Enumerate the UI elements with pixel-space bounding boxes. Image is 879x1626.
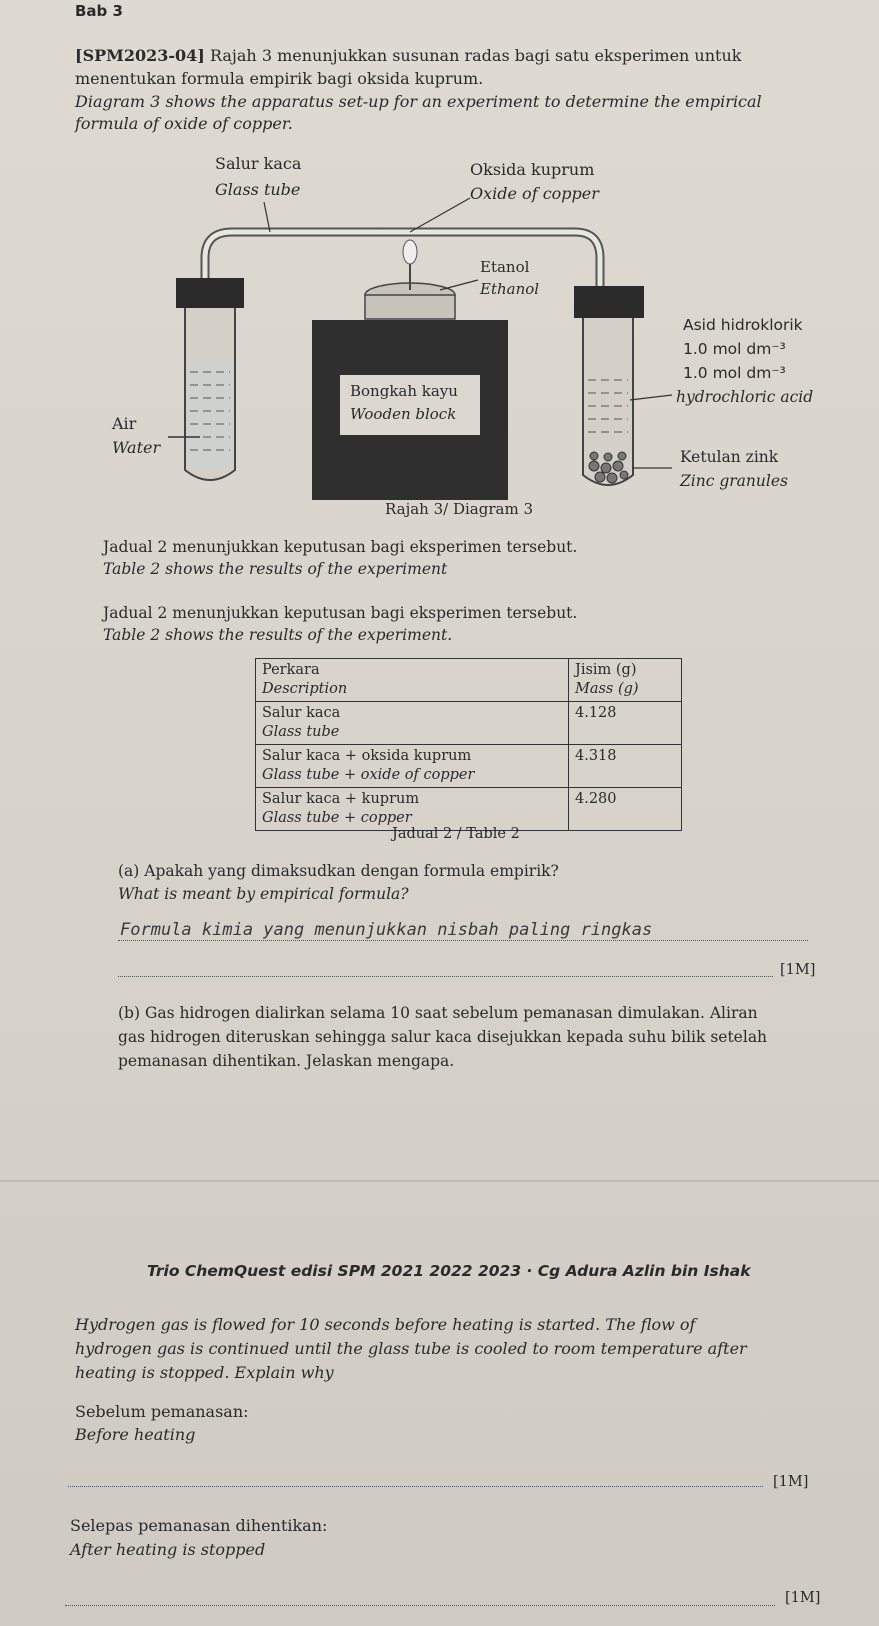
table-row bbox=[256, 702, 682, 745]
question-tag: [SPM2023-04] bbox=[75, 46, 205, 65]
table-caption: Jadual 2 / Table 2 bbox=[392, 826, 520, 842]
answer-line bbox=[118, 940, 808, 941]
answer-line bbox=[65, 1605, 775, 1606]
row-mass: 4.318 bbox=[569, 745, 682, 788]
label-glass-tube-ms: Salur kaca bbox=[215, 154, 302, 173]
part-a-answer: Formula kimia yang menunjukkan nisbah paling ringkas bbox=[120, 920, 653, 940]
row-mass: 4.128 bbox=[569, 702, 682, 745]
header-description-en: Description bbox=[262, 681, 348, 697]
row-description bbox=[256, 788, 569, 831]
label-water: Water bbox=[112, 438, 161, 457]
oxide-pointer bbox=[410, 198, 470, 232]
zinc-granules bbox=[589, 452, 628, 483]
part-b-ms-line1: (b) Gas hidrogen dialirkan selama 10 saat sebelum pemanasan dimulakan. Aliran bbox=[118, 1004, 758, 1022]
page-divider bbox=[0, 1180, 879, 1182]
part-a-question-en: What is meant by empirical formula? bbox=[118, 885, 409, 903]
table-intro-ms: Jadual 2 menunjukkan keputusan bagi eksperimen tersebut. bbox=[103, 538, 578, 556]
header-mass-en: Mass (g) bbox=[575, 681, 639, 697]
chapter-label: Bab 3 bbox=[75, 2, 123, 20]
spirit-lamp bbox=[365, 240, 455, 319]
after-heating-ms: Selepas pemanasan dihentikan: bbox=[70, 1516, 328, 1535]
part-b-en-line2: hydrogen gas is continued until the glass tube is cooled to room temperature after bbox=[75, 1339, 747, 1358]
intro-en-line1: Diagram 3 shows the apparatus set-up for an experiment to determine the empirical bbox=[75, 92, 762, 111]
label-acid-en: hydrochloric acid bbox=[676, 388, 814, 406]
part-b-en-line1: Hydrogen gas is flowed for 10 seconds before heating is started. The flow of bbox=[75, 1315, 696, 1334]
part-b-marks-1: [1M] bbox=[773, 1474, 809, 1490]
label-air: Air bbox=[112, 414, 137, 433]
before-heating-ms: Sebelum pemanasan: bbox=[75, 1402, 249, 1421]
left-clamp bbox=[176, 278, 244, 308]
after-heating-en: After heating is stopped bbox=[70, 1540, 266, 1559]
table-row bbox=[256, 745, 682, 788]
part-b-en-line3: heating is stopped. Explain why bbox=[75, 1363, 334, 1382]
before-heating-en: Before heating bbox=[75, 1425, 196, 1444]
table-intro2-ms: Jadual 2 menunjukkan keputusan bagi eksperimen tersebut. bbox=[103, 604, 578, 622]
table-intro2-en: Table 2 shows the results of the experiment. bbox=[103, 626, 453, 644]
footer-credit: Trio ChemQuest edisi SPM 2021 2022 2023 · Cg Adura Azlin bin Ishak bbox=[147, 1262, 751, 1280]
diagram-caption: Rajah 3/ Diagram 3 bbox=[385, 500, 533, 518]
label-acid-conc-2: 1.0 mol dm⁻³ bbox=[683, 364, 786, 382]
label-block-en: Wooden block bbox=[350, 405, 457, 423]
water-test-tube bbox=[176, 278, 244, 480]
row-mass: 4.280 bbox=[569, 788, 682, 831]
label-oxide-en: Oxide of copper bbox=[470, 184, 599, 203]
header-mass-ms: Jisim (g) bbox=[575, 662, 637, 678]
label-oxide-ms: Oksida kuprum bbox=[470, 160, 595, 179]
answer-line bbox=[68, 1486, 763, 1487]
part-a-question-ms: (a) Apakah yang dimaksudkan dengan formula empirik? bbox=[118, 862, 559, 880]
label-glass-tube-en: Glass tube bbox=[215, 180, 301, 199]
intro-ms-line2: menentukan formula empirik bagi oksida kuprum. bbox=[75, 69, 484, 88]
row-description-ms: Salur kaca + kuprum bbox=[262, 791, 420, 807]
row-description bbox=[256, 702, 569, 745]
label-acid-ms: Asid hidroklorik bbox=[683, 316, 803, 334]
intro-en-line2: formula of oxide of copper. bbox=[75, 114, 293, 133]
label-ethanol-ms: Etanol bbox=[480, 258, 530, 276]
intro-ms-line1: Rajah 3 menunjukkan susunan radas bagi satu eksperimen untuk bbox=[209, 46, 742, 65]
row-description-en: Glass tube + oxide of copper bbox=[262, 767, 475, 783]
answer-line bbox=[118, 976, 773, 977]
part-a-marks: [1M] bbox=[780, 962, 816, 978]
acid-pointer bbox=[630, 395, 672, 400]
table-row bbox=[256, 788, 682, 831]
part-b-ms-line2: gas hidrogen diteruskan sehingga salur kaca disejukkan kepada suhu bilik setelah bbox=[118, 1028, 768, 1046]
header-description-ms: Perkara bbox=[262, 662, 320, 678]
label-zinc-ms: Ketulan zink bbox=[680, 448, 779, 466]
header-description bbox=[256, 659, 569, 702]
row-description-en: Glass tube + copper bbox=[262, 810, 412, 826]
table-header-row bbox=[256, 659, 682, 702]
results-table bbox=[255, 658, 682, 831]
label-zinc-en: Zinc granules bbox=[680, 472, 788, 490]
right-clamp bbox=[574, 286, 644, 318]
header-mass bbox=[569, 659, 682, 702]
table-intro-en: Table 2 shows the results of the experiment bbox=[103, 560, 448, 578]
row-description bbox=[256, 745, 569, 788]
label-acid-conc-1: 1.0 mol dm⁻³ bbox=[683, 340, 786, 358]
label-ethanol-en: Ethanol bbox=[480, 280, 540, 298]
row-description-ms: Salur kaca + oksida kuprum bbox=[262, 748, 472, 764]
acid-test-tube bbox=[574, 286, 644, 485]
label-block-ms: Bongkah kayu bbox=[350, 382, 458, 400]
row-description-ms: Salur kaca bbox=[262, 705, 341, 721]
part-b-ms-line3: pemanasan dihentikan. Jelaskan mengapa. bbox=[118, 1052, 455, 1070]
part-b-marks-2: [1M] bbox=[785, 1590, 821, 1606]
row-description-en: Glass tube bbox=[262, 724, 340, 740]
